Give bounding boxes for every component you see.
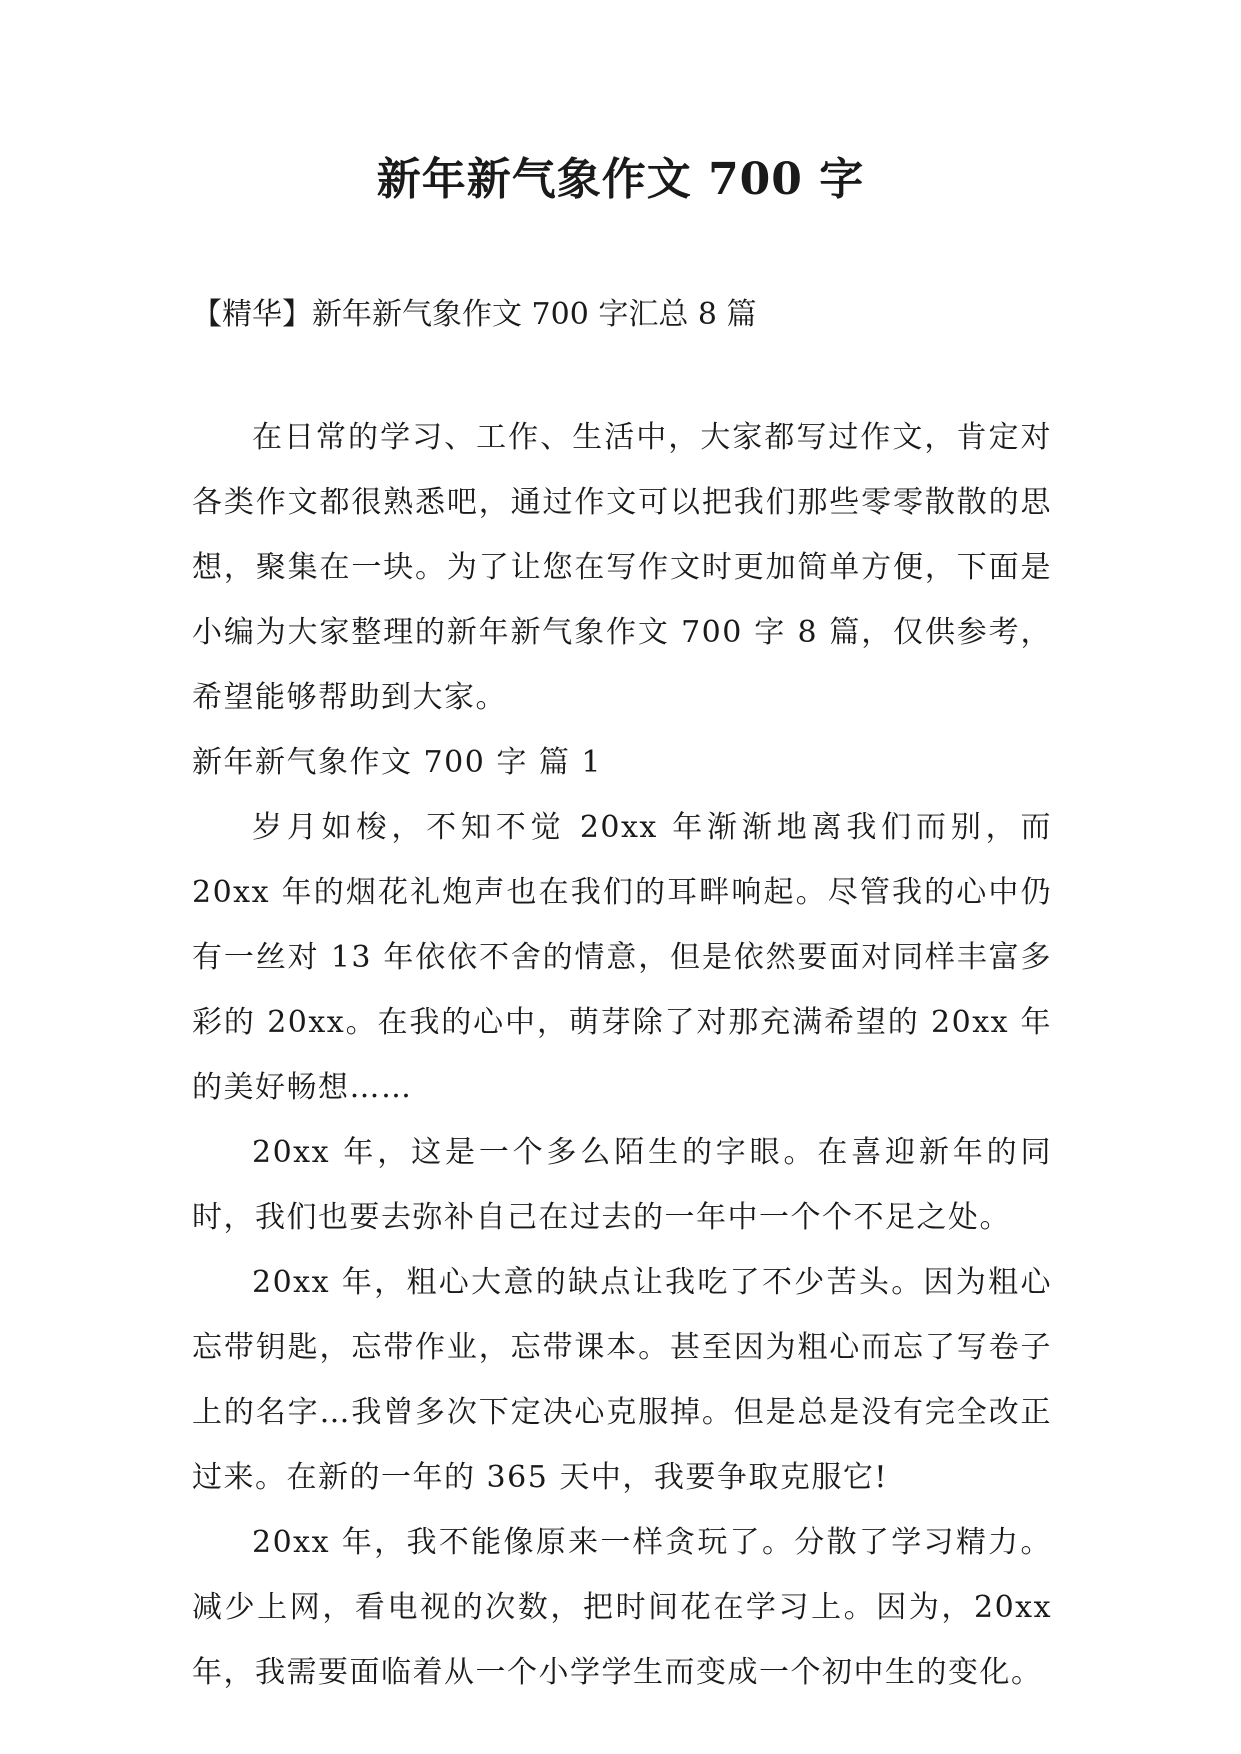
document-body <box>192 405 1052 1705</box>
body-paragraph: 20xx 年，粗心大意的缺点让我吃了不少苦头。因为粗心忘带钥匙，忘带作业，忘带课本。甚至因为粗心而忘了写卷子上的名字…我曾多次下定决心克服掉。但是总是没有完全改正过来。在新的一年的 365 天中，我要争取克服它! <box>192 1265 1052 1495</box>
body-paragraph: 20xx 年，我不能像原来一样贪玩了。分散了学习精力。减少上网，看电视的次数，把时间花在学习上。因为，20xx 年，我需要面临着从一个小学学生而变成一个初中生的变化。 <box>192 1525 1052 1690</box>
intro-paragraph: 在日常的学习、工作、生活中，大家都写过作文，肯定对各类作文都很熟悉吧，通过作文可以把我们那些零零散散的思想，聚集在一块。为了让您在写作文时更加简单方便，下面是小编为大家整理的新年新气象作文 700 字 8 篇，仅供参考，希望能够帮助到大家。 <box>192 420 1052 715</box>
section-heading: 新年新气象作文 700 字 篇 1 <box>192 745 602 780</box>
document-subtitle: 【精华】新年新气象作文 700 字汇总 8 篇 <box>192 297 757 332</box>
document-title: 新年新气象作文 700 字 <box>376 154 865 205</box>
body-paragraph: 岁月如梭，不知不觉 20xx 年渐渐地离我们而别，而 20xx 年的烟花礼炮声也在我们的耳畔响起。尽管我的心中仍有一丝对 13 年依依不舍的情意，但是依然要面对同样丰富多彩的 20xx。在我的心中，萌芽除了对那充满希望的 20xx 年的美好畅想…… <box>192 810 1052 1105</box>
body-paragraph: 20xx 年，这是一个多么陌生的字眼。在喜迎新年的同时，我们也要去弥补自己在过去的一年中一个个不足之处。 <box>192 1135 1052 1235</box>
